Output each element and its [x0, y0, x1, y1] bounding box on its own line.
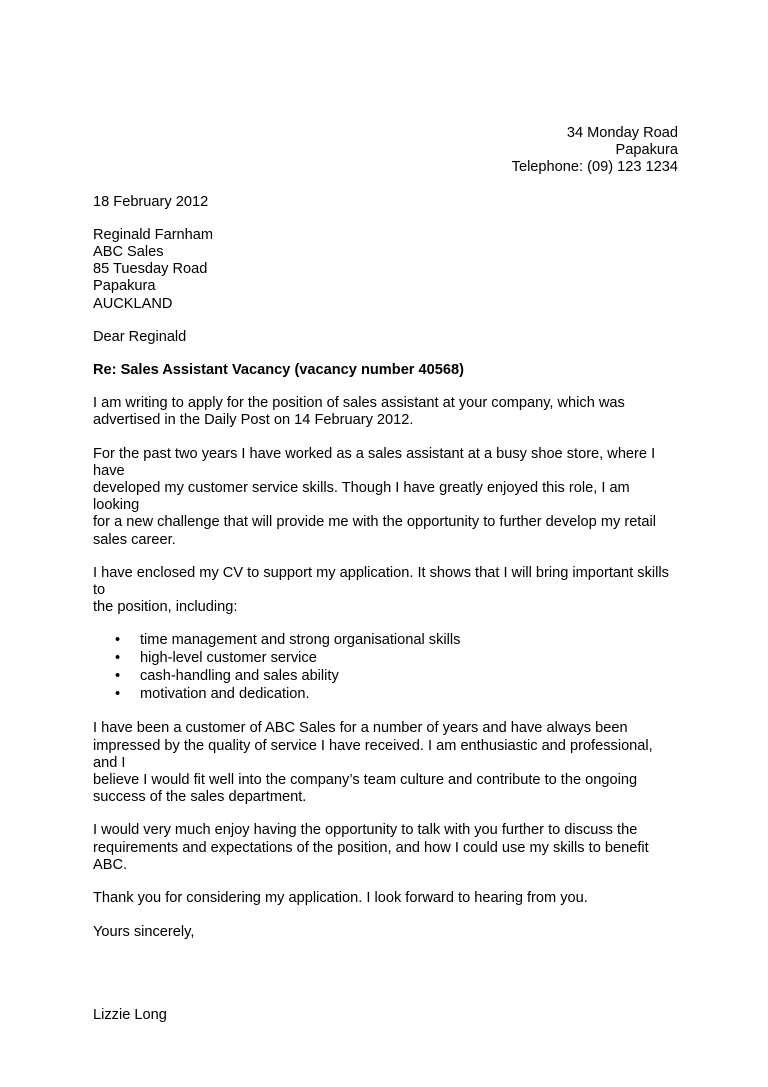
skill-text: cash-handling and sales ability [140, 668, 339, 685]
paragraph-line: advertised in the Daily Post on 14 February 2012. [93, 412, 414, 429]
paragraph-line: I have enclosed my CV to support my application. It shows that I will bring important skills to [93, 564, 669, 599]
bullet-icon: • [115, 632, 121, 649]
list-item [93, 650, 678, 668]
subject-line: Re: Sales Assistant Vacancy (vacancy number 40568) [93, 362, 464, 379]
letter-date: 18 February 2012 [93, 193, 209, 210]
closing-text: Yours sincerely, [93, 924, 195, 941]
paragraph-line: requirements and expectations of the position, and how I could use my skills to benefit ABC. [93, 839, 649, 873]
recipient-suburb: Papakura [93, 278, 156, 295]
paragraph-line: I have been a customer of ABC Sales for a number of years and have always been [93, 720, 628, 737]
bullet-icon: • [115, 686, 121, 703]
skills-list [93, 632, 678, 704]
skill-text: high-level customer service [140, 650, 317, 667]
paragraph-intro [93, 395, 678, 429]
paragraph-line: for a new challenge that will provide me with the opportunity to further develop my retail [93, 514, 656, 531]
recipient-street: 85 Tuesday Road [93, 261, 208, 278]
paragraph-line: believe I would fit well into the company’s team culture and contribute to the ongoing [93, 772, 638, 789]
paragraph-line: developed my customer service skills. Though I have greatly enjoyed this role, I am looking [93, 480, 630, 514]
list-item [93, 668, 678, 686]
sender-address-line2: Papakura [615, 142, 678, 159]
bullet-icon: • [115, 650, 121, 667]
paragraph-line: the position, including: [93, 599, 238, 616]
recipient-company: ABC Sales [93, 244, 164, 261]
paragraph-line: I am writing to apply for the position of sales assistant at your company, which was [93, 395, 625, 412]
list-item [93, 632, 678, 650]
paragraph-line: impressed by the quality of service I have received. I am enthusiastic and professional, and I [93, 737, 653, 771]
letter-page [93, 125, 678, 1024]
paragraph-thanks [93, 890, 678, 907]
list-item [93, 686, 678, 704]
recipient-address [93, 227, 678, 313]
skill-text: motivation and dedication. [140, 686, 310, 703]
sender-address [93, 125, 678, 177]
paragraph-customer [93, 720, 678, 806]
paragraph-line: sales career. [93, 531, 176, 548]
signature-name: Lizzie Long [93, 1006, 167, 1023]
sender-telephone: Telephone: (09) 123 1234 [511, 159, 678, 176]
paragraph-cv [93, 565, 678, 617]
paragraph-experience [93, 446, 678, 549]
paragraph-interview [93, 822, 678, 874]
paragraph-line: Thank you for considering my application. I look forward to hearing from you. [93, 890, 588, 907]
sender-address-line1: 34 Monday Road [566, 125, 678, 141]
paragraph-line: success of the sales department. [93, 789, 307, 806]
recipient-city: AUCKLAND [93, 295, 173, 312]
paragraph-line: I would very much enjoy having the opportunity to talk with you further to discuss the [93, 822, 638, 839]
paragraph-line: For the past two years I have worked as a sales assistant at a busy shoe store, where I have [93, 445, 656, 479]
skill-text: time management and strong organisational skills [140, 632, 461, 649]
bullet-icon: • [115, 668, 121, 685]
salutation: Dear Reginald [93, 328, 187, 345]
closing [93, 924, 678, 941]
recipient-name: Reginald Farnham [93, 226, 214, 243]
